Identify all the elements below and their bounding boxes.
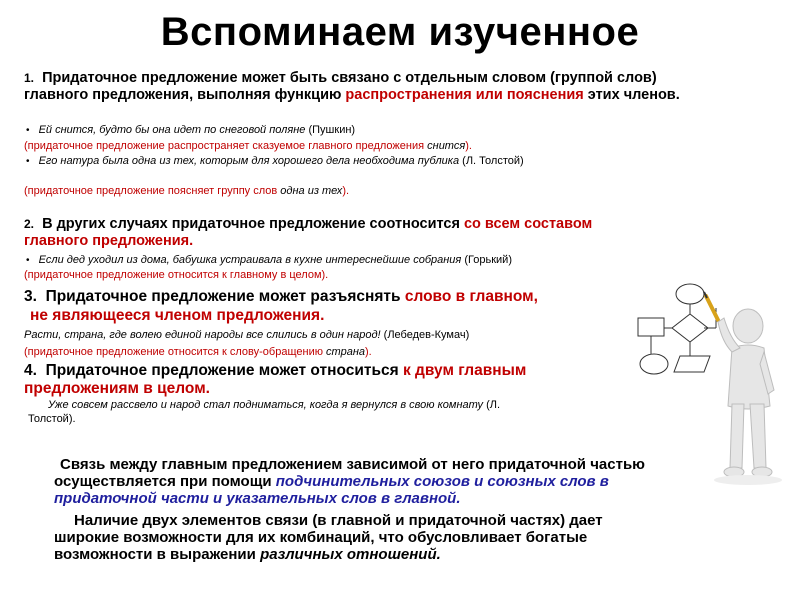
example-1-text: Ей снится, будто бы она идет по снеговой поляне	[38, 124, 306, 136]
note-2-words: одна из тех	[280, 185, 343, 197]
point-3-number: 3.	[24, 288, 37, 305]
example-3	[26, 253, 686, 268]
note-4	[24, 345, 684, 359]
point-4-text: Придаточное предложение может относиться	[45, 362, 399, 379]
example-2-text: Его натура была одна из тех, которым для хорошего дела необходима публика	[38, 155, 460, 167]
point-2-text: В других случаях придаточное предложение соотносится	[42, 216, 460, 232]
point-2-highlight: со всем составом главного предложения.	[24, 216, 593, 249]
bullet-icon: •	[26, 156, 30, 167]
example-4-text: Расти, страна, где волею единой народы все слились в один народ!	[24, 329, 381, 341]
example-1-source: (Пушкин)	[308, 124, 356, 136]
point-1-text-end: этих членов.	[587, 87, 680, 103]
note-2-end: ).	[342, 185, 350, 197]
point-4-highlight: к двум главным предложениям в целом.	[24, 362, 527, 397]
note-4-text: (придаточное предложение относится к слову-обращению	[24, 346, 323, 358]
point-2	[24, 216, 614, 250]
example-4	[24, 328, 684, 342]
point-3	[24, 288, 624, 306]
point-3-highlight-2: не являющееся членом предложения.	[30, 307, 325, 324]
example-1	[26, 123, 686, 138]
example-5-text: Уже совсем рассвело и народ стал подниматься, когда я вернулся в свою комнату	[48, 399, 484, 411]
page-title: Вспоминаем изученное	[160, 10, 640, 54]
point-1-number: 1.	[24, 71, 35, 85]
summary-2-highlight: различных отношений.	[260, 546, 441, 563]
flowchart-figure-icon	[632, 268, 792, 488]
note-1-end: ).	[465, 140, 472, 152]
example-5-source: (Л. Толстой).	[28, 399, 501, 425]
example-5	[28, 398, 538, 426]
note-4-word: страна	[326, 346, 365, 358]
example-2	[26, 154, 646, 169]
example-2-source: (Л. Толстой)	[462, 155, 524, 167]
note-1	[24, 139, 684, 153]
summary-2-text: Наличие двух элементов связи (в главной и придаточной частях) дает широкие возможности для их комбинаций, что обусловливает богатые возможности в выражении	[54, 512, 603, 563]
note-3: (придаточное предложение относится к главному в целом).	[24, 269, 329, 281]
example-4-source: (Лебедев-Кумач)	[383, 329, 470, 341]
example-3-text: Если дед уходил из дома, бабушка устраивала в кухне интереснейшие собрания	[38, 254, 462, 266]
summary-1-text: Связь между главным предложением зависимой от него придаточной частью осуществляется при помощи	[54, 456, 645, 490]
point-2-number: 2.	[24, 217, 35, 231]
bullet-icon: •	[26, 255, 30, 266]
point-3-highlight-1: слово в главном,	[404, 288, 538, 305]
summary-paragraph-1	[54, 456, 682, 507]
summary-1-highlight: подчинительных союзов и союзных слов в придаточной части и указательных слов в главной.	[54, 473, 609, 507]
note-2	[24, 184, 684, 198]
point-1	[24, 70, 684, 104]
example-3-source: (Горький)	[464, 254, 512, 266]
summary-paragraph-2	[54, 512, 662, 563]
bullet-icon: •	[26, 125, 30, 136]
note-1-word: снится	[427, 140, 466, 152]
point-4	[24, 362, 614, 398]
point-3-text: Придаточное предложение может разъяснять	[45, 288, 401, 305]
note-4-end: ).	[365, 346, 372, 358]
person-drawing-flowchart-illustration	[632, 268, 792, 488]
point-1-highlight: распространения или пояснения	[345, 87, 584, 103]
note-1-text: (придаточное предложение распространяет сказуемое главного предложения	[24, 140, 425, 152]
point-1-text: Придаточное предложение может быть связано с отдельным словом (группой слов) главного предложения, выполняя функцию	[24, 70, 657, 103]
point-4-number: 4.	[24, 362, 37, 379]
note-2-text: (придаточное предложение поясняет группу слов	[24, 185, 278, 197]
